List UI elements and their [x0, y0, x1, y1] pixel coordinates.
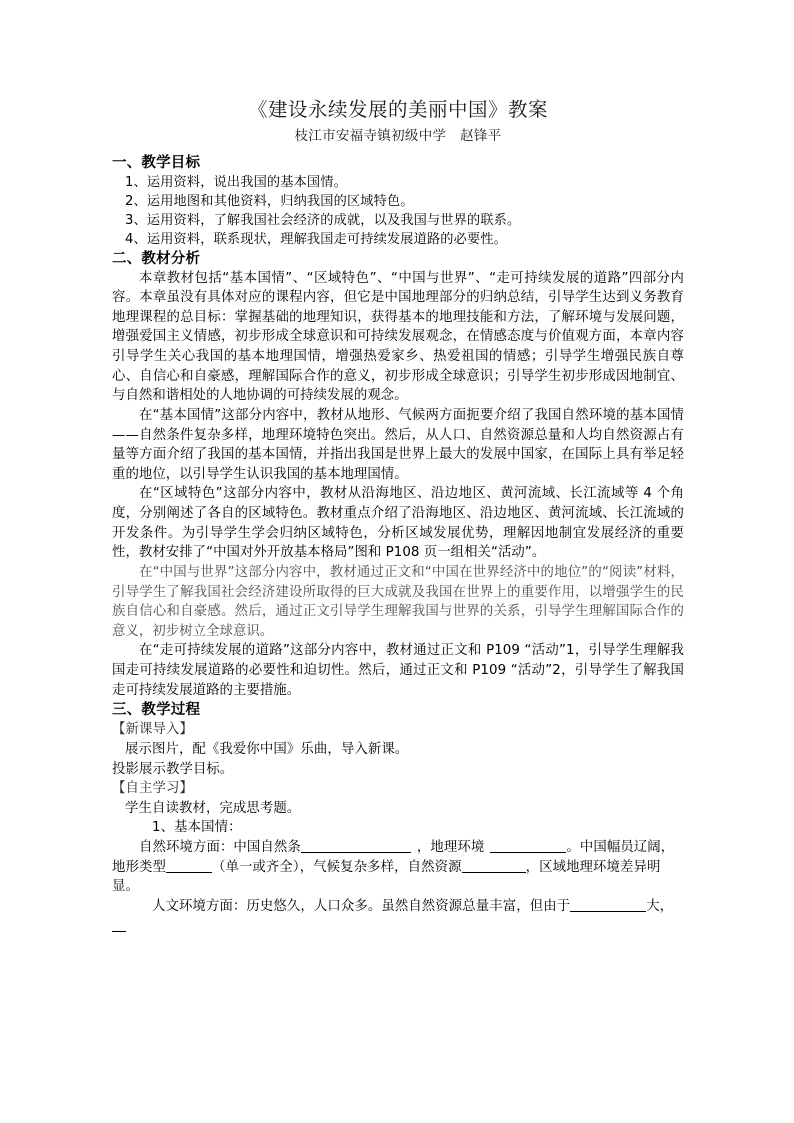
process-selfstudy-line: 学生自读教材，完成思考题。 [125, 800, 301, 816]
page-title: 《建设永续发展的美丽中国》教案 [247, 98, 548, 121]
process-intro-line: 投影展示教学目标。 [112, 761, 234, 777]
analysis-paragraph: 在“基本国情”这部分内容中，教材从地形、气候两方面扼要介绍了我国自然环境的基本国情——自然条件复杂多样，地理环境特色突出。然后，从人口、自然资源总量和人均自然资源占有量等方面介绍了我国的基本国情，并指出我国是世界上最大的发展中国家，在国际上具有举足轻重的地位，以引导学生认识我国的基本地理国情。 [112, 407, 684, 482]
process-item-label: 1、基本国情： [152, 820, 242, 836]
blank-field[interactable] [112, 918, 126, 932]
analysis-paragraph: 本章教材包括“基本国情”、“区域特色”、“中国与世界”、“走可持续发展的道路”四部分内容。本章虽没有具体对应的课程内容，但它是中国地理部分的归纳总结，引导学生达到义务教育地理课程的总目标：掌握基础的地理知识，获得基本的地理技能和方法，了解环境与发展问题，增强爱国主义情感，初步形成全球意识和可持续发展观念，在情感态度与价值观方面，本章内容引导学生关心我国的基本地理国情，增强热爱家乡、热爱祖国的情感；引导学生增强民族自尊心、自信心和自豪感，理解国际合作的意义，初步形成全球意识；引导学生初步形成因地制宜、与自然和谐相处的人地协调的可持续发展的观念。 [112, 270, 684, 404]
human-environment-fill-line [112, 897, 684, 936]
blank-field[interactable] [462, 859, 526, 873]
section-heading-process: 三、教学过程 [112, 702, 201, 719]
document-subtitle: 枝江市安福寺镇初级中学 赵锋平 [294, 128, 502, 145]
blank-field[interactable] [490, 839, 566, 853]
section-heading-analysis: 二、教材分析 [112, 250, 201, 267]
natural-env-mid4: （单一或齐全），气候复杂多样，自然资源 [211, 859, 462, 875]
process-selfstudy-label: 【自主学习】 [112, 781, 193, 797]
objective-item: 3、运用资料，了解我国社会经济的成就，以及我国与世界的联系。 [125, 212, 521, 228]
analysis-paragraph: 在“走可持续发展的道路”这部分内容中，教材通过正文和 P109 “活动”1，引导学生理解我国走可持续发展道路的必要性和迫切性。然后，通过正文和 P109 “活动”2，引导学生了解我国走可持续发展道路的主要措施。 [112, 643, 684, 698]
document-body [112, 96, 684, 936]
process-intro-line: 展示图片，配《我爱你中国》乐曲，导入新课。 [125, 741, 409, 757]
objective-item: 1、运用资料，说出我国的基本国情。 [125, 174, 347, 190]
objective-item: 4、运用资料，联系现状，理解我国走可持续发展道路的必要性。 [125, 231, 507, 247]
natural-env-mid3: 地形类型 [112, 859, 166, 875]
natural-env-mid1: ，地理环境 [416, 840, 485, 856]
blank-field[interactable] [570, 898, 646, 912]
analysis-paragraph: 在“区域特色”这部分内容中，教材从沿海地区、沿边地区、黄河流域、长江流域等 4 个角度，分别阐述了各自的区域特色。教材重点介绍了沿海地区、沿边地区、黄河流域、长江流域的开发条件。为引导学生学会归纳区域特色，分析区域发展优势，理解因地制宜发展经济的重要性，教材安排了“中国对外开放基本格局”图和 P108 页一组相关“活动”。 [112, 486, 684, 561]
human-env-tail: 大， [646, 898, 674, 914]
analysis-paragraph: 在“中国与世界”这部分内容中，教材通过正文和“中国在世界经济中的地位”的“阅读”材料，引导学生了解我国社会经济建设所取得的巨大成就及我国在世界上的重要作用，以增强学生的民族自信心和自豪感。然后，通过正文引导学生理解我国与世界的关系，引导学生理解国际合作的意义，初步树立全球意识。 [112, 564, 684, 639]
objective-item: 2、运用地图和其他资料，归纳我国的区域特色。 [125, 193, 414, 209]
natural-env-mid5: ，区域地理环境差异明显。 [112, 859, 661, 895]
human-env-lead: 人文环境方面：历史悠久，人口众多。虽然自然资源总量丰富，但由于 [152, 898, 571, 914]
blank-field[interactable] [301, 839, 411, 853]
natural-env-mid2: 。中国幅员辽阔， [566, 840, 675, 856]
section-heading-objectives: 一、教学目标 [112, 154, 201, 171]
blank-field[interactable] [166, 859, 212, 873]
process-intro-label: 【新课导入】 [112, 722, 193, 738]
natural-environment-fill-line [112, 838, 684, 897]
natural-env-lead: 自然环境方面：中国自然条 [139, 840, 301, 856]
